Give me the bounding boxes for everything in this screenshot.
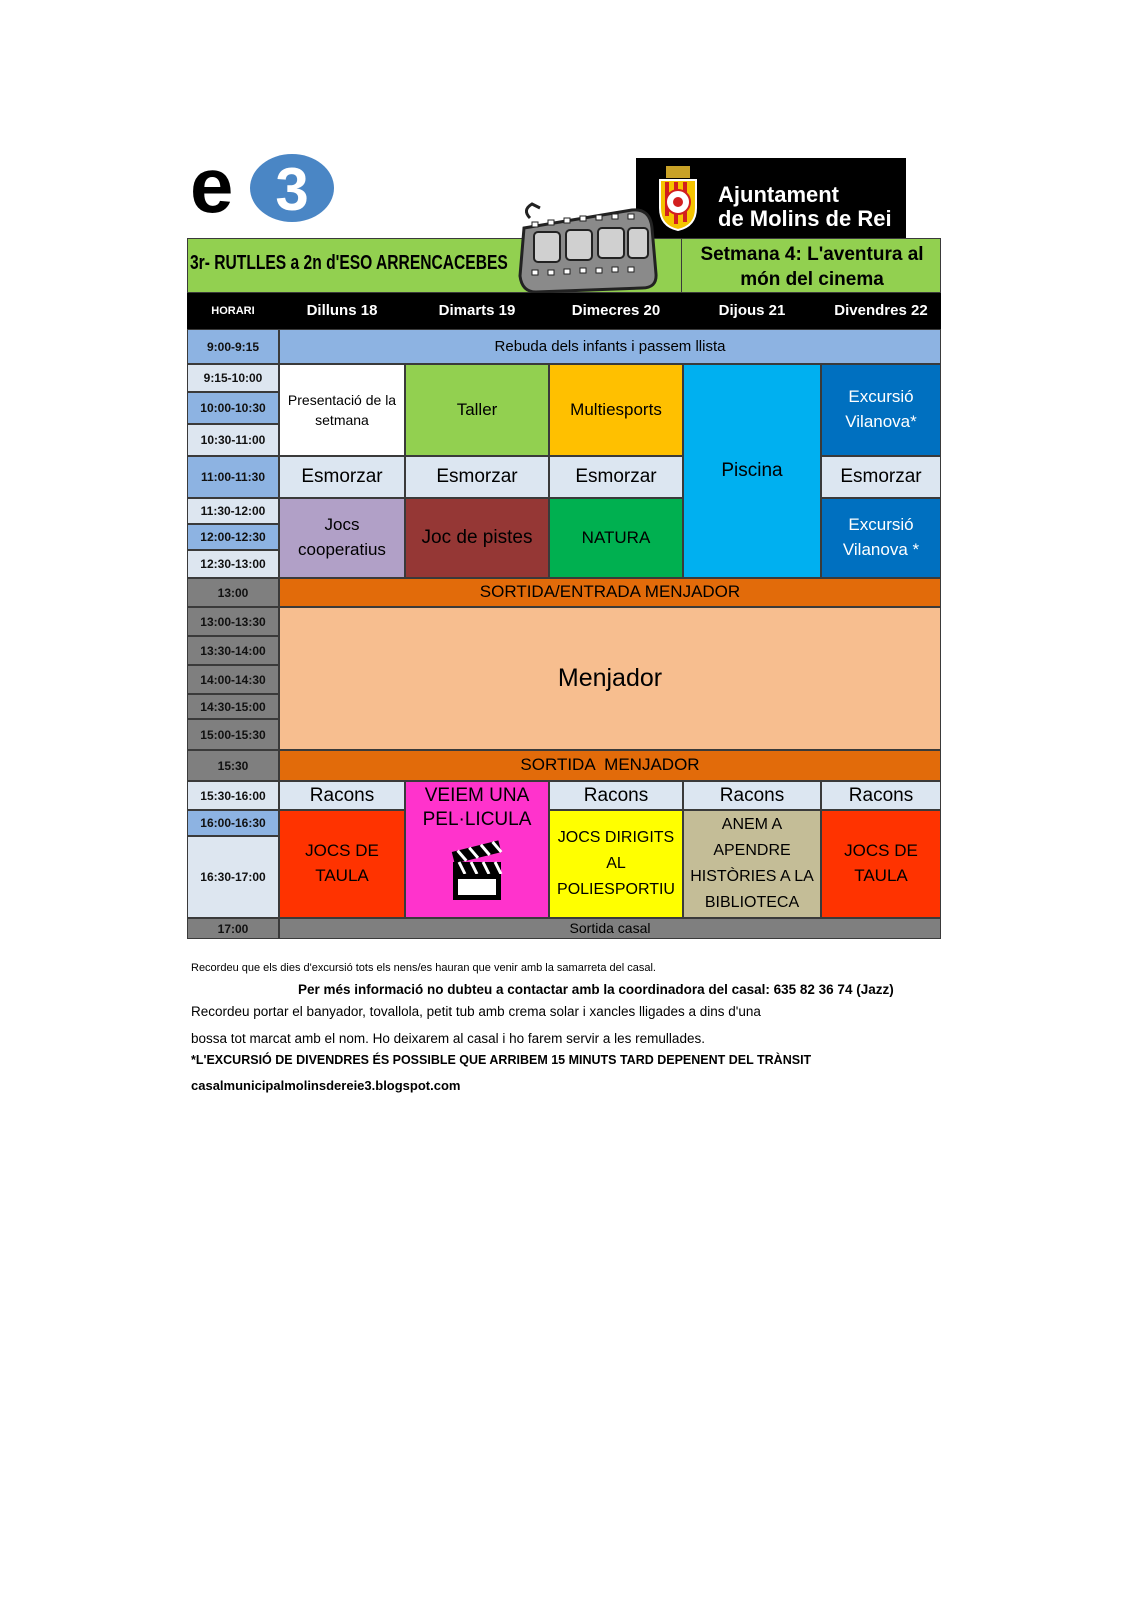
svg-text:3: 3 (275, 156, 309, 223)
time-slot-4: 11:00-11:30 (187, 456, 279, 498)
time-slot-1: 9:15-10:00 (187, 364, 279, 392)
racons-dilluns (279, 781, 405, 810)
time-slot-14: 15:30 (187, 750, 279, 781)
time-slot-7: 12:30-13:00 (187, 550, 279, 578)
film-reel-icon (512, 198, 662, 298)
joc-pistes-cell (405, 498, 549, 578)
time-slot-13: 15:00-15:30 (187, 719, 279, 750)
time-slot-11: 14:00-14:30 (187, 665, 279, 694)
racons-dijous (683, 781, 821, 810)
ajuntament-logo (636, 158, 906, 238)
jocs-taula-divendres-cell (821, 810, 941, 918)
jocs-taula-label: JOCS DE TAULA (305, 841, 379, 885)
natura-cell (549, 498, 683, 578)
presentacio-label: Presentació de la setmana (287, 391, 397, 428)
racons-label: Racons (719, 784, 785, 806)
time-slot-2: 10:00-10:30 (187, 392, 279, 424)
e3-logo (190, 152, 340, 224)
jocs-cooperatius-cell (279, 498, 405, 578)
esmorzar-dimecres (549, 456, 683, 498)
time-slot-8: 13:00 (187, 578, 279, 607)
sortida-casal-label: Sortida casal (569, 920, 651, 937)
esmorzar-label: Esmorzar (436, 466, 518, 487)
piscina-cell (683, 364, 821, 578)
clapperboard-icon (449, 840, 505, 902)
excursio-afternoon-cell (821, 498, 941, 578)
racons-label: Racons (309, 784, 375, 806)
esmorzar-label: Esmorzar (575, 466, 657, 487)
day-header-1: Dimarts 19 (438, 302, 516, 319)
racons-label: Racons (848, 784, 914, 806)
horari-header: HORARI (211, 305, 255, 317)
esmorzar-divendres (821, 456, 941, 498)
anem-cell (683, 810, 821, 918)
footer-note-excursio: *L'EXCURSIÓ DE DIVENDRES ÉS POSSIBLE QUE ARRIBEM 15 MINUTS TARD DEPENENT DEL TRÀNSIT (191, 1053, 812, 1067)
time-slot-18: 17:00 (187, 918, 279, 939)
sortida-menjador-label: SORTIDA MENJADOR (520, 755, 700, 775)
day-header-0: Dilluns 18 (306, 302, 378, 319)
multiesports-label: Multiesports (570, 399, 662, 419)
presentacio-cell (279, 364, 405, 456)
time-slot-5: 11:30-12:00 (187, 498, 279, 524)
veiem-cell (405, 781, 549, 918)
sortida-entrada-cell (279, 578, 941, 607)
day-header-3: Dijous 21 (718, 302, 786, 319)
sortida-entrada-label: SORTIDA/ENTRADA MENJADOR (479, 582, 741, 602)
time-slot-17: 16:30-17:00 (187, 836, 279, 918)
racons-divendres (821, 781, 941, 810)
time-slot-10: 13:30-14:00 (187, 636, 279, 665)
menjador-label: Menjador (557, 664, 663, 693)
svg-text:e: e (190, 152, 234, 224)
title-divider (681, 238, 682, 293)
time-slot-12: 14:30-15:00 (187, 694, 279, 719)
footer-blog-link[interactable]: casalmunicipalmolinsdereie3.blogspot.com (191, 1078, 461, 1093)
sortida-casal-cell (279, 918, 941, 939)
piscina-label: Piscina (721, 460, 783, 482)
esmorzar-dilluns (279, 456, 405, 498)
jocs-dirigits-cell (549, 810, 683, 918)
racons-dimecres (549, 781, 683, 810)
time-slot-15: 15:30-16:00 (187, 781, 279, 810)
footer-note-bossa: bossa tot marcat amb el nom. Ho deixarem al casal i ho farem servir a les remullades. (191, 1031, 705, 1046)
excursio-morning-label: Excursió Vilanova* (845, 387, 917, 431)
footer-note-samarreta: Recordeu que els dies d'excursió tots els nens/es hauran que venir amb la samarreta del casal. (191, 962, 656, 974)
esmorzar-label: Esmorzar (301, 466, 383, 487)
anem-label: ANEM A APENDRE HISTÒRIES A LA BIBLIOTECA (690, 816, 814, 911)
footer-note-contact: Per més informació no dubteu a contactar amb la coordinadora del casal: 635 82 36 74 (Jazz) (298, 982, 894, 997)
time-slot-6: 12:00-12:30 (187, 524, 279, 550)
menjador-cell (279, 607, 941, 750)
excursio-afternoon-label: Excursió Vilanova * (842, 515, 920, 559)
rebuda-cell (279, 329, 941, 364)
ajuntament-name-line1: Ajuntament (718, 182, 839, 207)
time-slot-16: 16:00-16:30 (187, 810, 279, 836)
multiesports-cell (549, 364, 683, 456)
jocs-cooperatius-label: Jocs cooperatius (298, 515, 386, 559)
taller-cell (405, 364, 549, 456)
time-slot-0: 9:00-9:15 (187, 329, 279, 364)
jocs-taula-dilluns-cell (279, 810, 405, 918)
footer-note-banyador: Recordeu portar el banyador, tovallola, petit tub amb crema solar i xancles lligades a dins d'una (191, 1004, 761, 1019)
esmorzar-label: Esmorzar (840, 466, 922, 487)
day-header-2: Dimecres 20 (571, 302, 661, 319)
time-slot-3: 10:30-11:00 (187, 424, 279, 456)
sortida-menjador-cell (279, 750, 941, 781)
excursio-morning-cell (821, 364, 941, 456)
time-slot-9: 13:00-13:30 (187, 607, 279, 636)
esmorzar-dimarts (405, 456, 549, 498)
racons-label: Racons (583, 784, 649, 806)
taller-label: Taller (456, 399, 498, 419)
week-title: Setmana 4: L'aventura al món del cinema (700, 244, 924, 290)
jocs-dirigits-label: JOCS DIRIGITS AL POLIESPORTIU (557, 829, 675, 898)
ajuntament-name-line2: de Molins de Rei (718, 206, 892, 231)
joc-pistes-label: Joc de pistes (421, 527, 533, 549)
coat-of-arms-icon (656, 164, 700, 232)
veiem-label: VEIEM UNA PEL·LICULA (422, 785, 532, 830)
jocs-taula-label: JOCS DE TAULA (844, 841, 918, 885)
natura-label: NATURA (581, 527, 651, 547)
day-header-4: Divendres 22 (834, 302, 928, 319)
group-title: 3r- RUTLLES a 2n d'ESO ARRENCACEBES (190, 252, 508, 274)
rebuda-label: Rebuda dels infants i passem llista (494, 337, 726, 355)
